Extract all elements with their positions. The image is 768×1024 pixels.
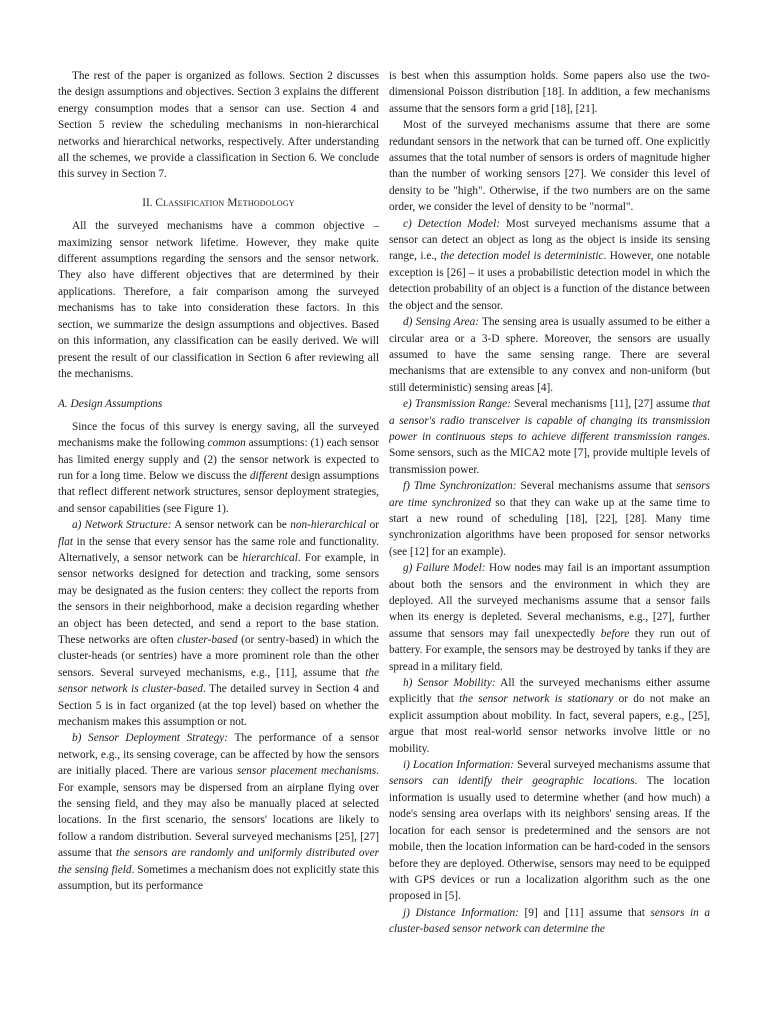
paragraph-heading: e) Transmission Range: [403,398,511,411]
emphasis: the sensor network is cluster-based [58,666,379,696]
section-title: Classification Methodology [155,196,295,209]
text-run: Several mechanisms assume that [516,480,677,493]
text-run: they run out of battery. For example, the sensors may be destroyed by tanks if they are spread in a military field. [389,627,710,673]
emphasis: cluster-based [177,634,238,646]
distance-info-paragraph [389,905,710,938]
text-run: assumptions: (1) each sensor has limited energy supply and (2) the sensor network is expected to run for a long time. Below we discuss the [58,437,379,482]
time-sync-paragraph [389,478,710,560]
emphasis: common [207,437,246,450]
design-assumptions-paragraph [58,419,379,517]
text-run: The performance of a sensor network, e.g., its sensing coverage, can be affected by how the sensors are initially placed. There are various [58,732,379,778]
text-run: . Sometimes a mechanism does not explicitly state this assumption, but its performance [58,863,380,893]
emphasis: non-hierarchical [290,519,367,532]
text-run: Several mechanisms [11], [27] assume [510,398,693,411]
paragraph-heading: g) Failure Model: [403,562,486,575]
sensor-mobility-paragraph [389,675,710,757]
emphasis: different [249,469,288,482]
text-run: Since the focus of this survey is energy saving, all the surveyed mechanisms make the following [58,420,379,450]
paragraph-heading: i) Location Information: [403,759,514,772]
emphasis: sensors can identify their geographic locations [389,775,635,788]
emphasis: the sensors are randomly and uniformly distributed over the sensing field [58,847,379,876]
text-run: . However, one notable exception is [26] – it uses a probabilistic detection model in which the detection probability of an object is a function of the distance between the object and the sensor. [389,250,710,312]
left-column [58,68,379,895]
text-run: . The location information is usually used to determine whether (and how much) a node's sensing area overlaps with its neighbors' sensing areas. If the location for each sensor is predetermined and the sensors are not mobile, then the location information can be hard-coded in the sensors before they are deployed. Otherwise, sensors may need to be equipped with GPS devices or run a localization algorithm such as the one proposed in [5]. [389,775,710,903]
paragraph-heading: j) Distance Information: [403,906,519,919]
emphasis: the sensor network is stationary [459,693,614,706]
emphasis: before [600,627,630,640]
intro-paragraph: The rest of the paper is organized as follows. Section 2 discusses the design assumptions and objectives. Section 3 explains the different energy consumption modes that a sensor can use. Section 4 and Section 5 review the scheduling mechanisms in non-hierarchical networks and hierarchical networks, respectively. After understanding all the schemes, we provide a classification in Section 6. We conclude this survey in Section 7. [58,70,379,181]
paragraph-heading: a) Network Structure: [72,519,172,532]
text-run: How nodes may fail is an important assumption about both the sensors and the environment in which they are deployed. All the surveyed mechanisms assume that a sensor fails when its energy is depleted. Several mechanisms, e.g., [27], further assume that sensors may fail unexpectedly [389,562,710,640]
text-run: Most surveyed mechanisms assume that a sensor can detect an object as long as the object is inside its sensing range, i.e., [389,217,710,263]
section-paragraph: All the surveyed mechanisms have a common objective – maximizing sensor network lifetime. However, they make quite different assumptions regarding the sensors and the sensor network. They also have different objectives that are determined by their applications. Therefore, a fair comparison among the surveyed mechanisms has to take into consideration these factors. In this section, we summarize the design assumptions and objectives. Based on this information, any classification can be easily derived. We will present the result of our classification in Section 6 after reviewing all the mechanisms. [58,220,379,380]
text-run: A sensor network can be [171,519,291,532]
sensing-area-paragraph [389,314,710,396]
text-run: The sensing area is usually assumed to be either a circular area or a 3-D sphere. Moreover, the sensors are usually assumed to have the same sensing range. There are several mechanisms that are extensible to any convex and non-uniform (but still deterministic) sensing areas [4]. [389,316,710,394]
transmission-range-paragraph [389,396,710,478]
text-run: design assumptions that reflect different network structures, sensor deployment strategies, and sensor capabilities (see Figure 1). [58,469,379,515]
deployment-strategy-paragraph [58,730,379,894]
continued-paragraph: is best when this assumption holds. Some papers also use the two-dimensional Poisson distribution [18]. In addition, a few mechanisms assume that the sensors form a grid [18], [21]. [389,70,710,115]
location-info-paragraph [389,757,710,905]
text-run: . Some sensors, such as the MICA2 mote [7], provide multiple levels of transmission power. [389,430,710,476]
emphasis: sensors in a cluster-based sensor network can determine the [389,906,710,936]
emphasis: sensor placement mechanisms [236,765,377,778]
failure-model-paragraph [389,560,710,675]
paragraph-heading: f) Time Synchronization: [403,480,517,493]
text-run: (or sentry-based) in which the cluster-heads (or sentries) have a more prominent role than the other sensors. Several surveyed mechanisms, e.g., [11], assume that [58,634,380,679]
text-run: or do not make an explicit assumption about mobility. In fact, several papers, e.g., [25], argue that most real-world sensor networks involve little or no mobility. [389,693,710,755]
text-run: or [366,519,379,532]
text-run: Several surveyed mechanisms assume that [513,759,710,772]
section-number: II. [142,196,153,209]
text-run: All the surveyed mechanisms either assume explicitly that [389,677,711,706]
detection-model-paragraph [389,216,710,314]
emphasis: sensors are time synchronized [389,480,710,509]
paragraph-heading: d) Sensing Area: [403,316,479,329]
text-run: in the sense that every sensor has the same role and functionality. Alternatively, a sensor network can be [58,535,379,564]
density-paragraph: Most of the surveyed mechanisms assume that there are some redundant sensors in the network that can be turned off. One explicitly assumes that the total number of sensors is orders of magnitude higher than the number of working sensors [27]. We consider this level of density to be "high". Otherwise, if the two numbers are on the same order, we consider the level of density to be "normal". [389,119,710,214]
subsection-heading: A. Design Assumptions [58,398,163,411]
text-run: so that they can wake up at the same time to start a new round of scheduling [18], [22], [28]. Many time synchronization algorithms have been proposed for sensor networks (see [12] for an example). [389,496,710,558]
right-column [389,68,710,938]
emphasis: hierarchical [242,551,298,564]
emphasis: that a sensor's radio transceiver is capable of changing its transmission power in continuous steps to achieve different transmission ranges [389,398,710,443]
text-run: . For example, sensors may be dispersed from an airplane flying over the sensing field, and they may also be manually placed at selected locations. In the first scenario, the sensors' locations are likely to follow a random distribution. Several surveyed mechanisms [25], [27] assume that [58,765,379,860]
paragraph-heading: c) Detection Model: [403,217,500,230]
text-run: . For example, in sensor networks designed for detection and tracking, some sensors may be designated as the fusion centers: they collect the reports from the sensors in their neighborhood, make a decision regarding whether an object has been detected, and send a report to the base station. These networks are often [58,551,379,646]
emphasis: the detection model is deterministic [440,250,604,263]
section-heading [58,195,379,211]
text-run: . The detailed survey in Section 4 and Section 5 is in fact organized (at the top level) based on whether the mechanism makes this assumption or not. [58,683,379,729]
network-structure-paragraph [58,517,379,730]
emphasis: flat [58,535,74,548]
paragraph-heading: b) Sensor Deployment Strategy: [72,732,229,745]
paragraph-heading: h) Sensor Mobility: [403,677,496,690]
text-run: [9] and [11] assume that [518,906,651,919]
